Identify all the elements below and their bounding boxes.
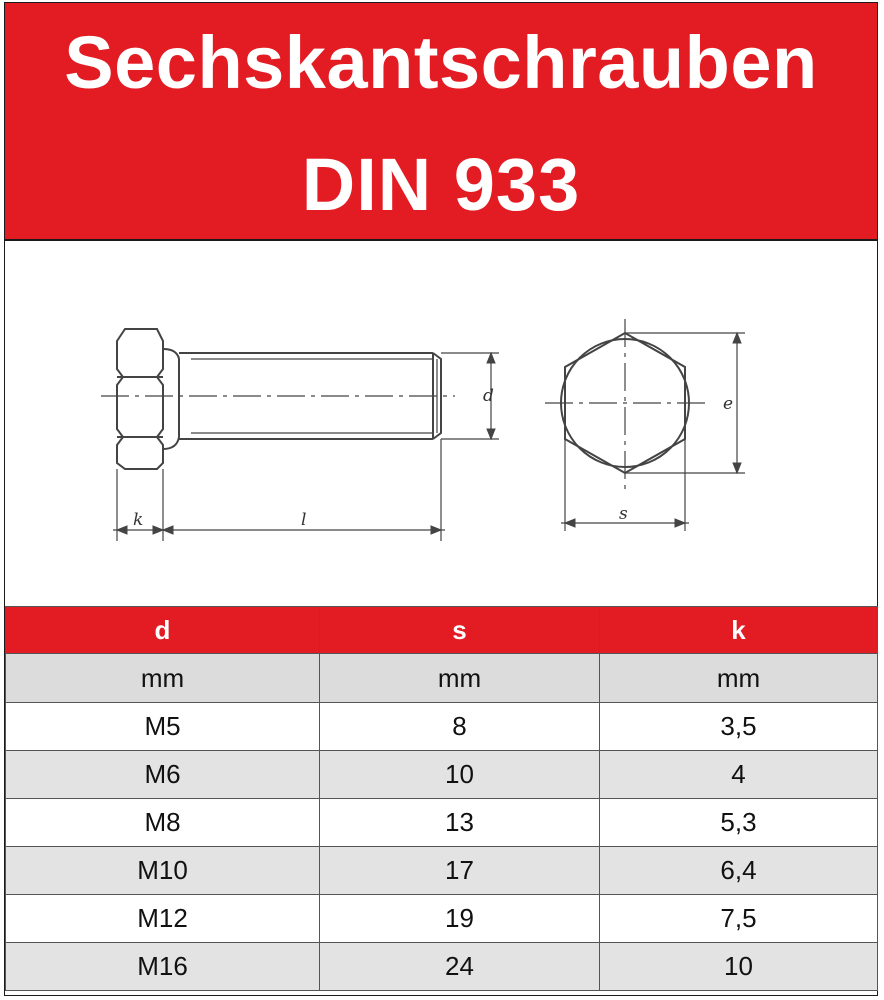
technical-drawing [5, 241, 877, 603]
unit-d: mm [6, 654, 320, 703]
cell-k: 10 [600, 943, 878, 991]
table-row [6, 943, 878, 991]
cell-d: M12 [6, 895, 320, 943]
cell-s: 8 [320, 703, 600, 751]
table-row [6, 751, 878, 799]
label-e: e [723, 394, 734, 414]
cell-s: 24 [320, 943, 600, 991]
cell-d: M8 [6, 799, 320, 847]
cell-d: M16 [6, 943, 320, 991]
bolt-shank [163, 349, 441, 449]
cell-d: M5 [6, 703, 320, 751]
cell-k: 7,5 [600, 895, 878, 943]
cell-k: 3,5 [600, 703, 878, 751]
label-s: s [619, 504, 628, 524]
cell-k: 5,3 [600, 799, 878, 847]
dimension-table [5, 606, 878, 991]
cell-s: 19 [320, 895, 600, 943]
header-d: d [6, 607, 320, 654]
table-units-row [6, 654, 878, 703]
table-row [6, 799, 878, 847]
unit-k: mm [600, 654, 878, 703]
table-row [6, 895, 878, 943]
cell-k: 4 [600, 751, 878, 799]
unit-s: mm [320, 654, 600, 703]
bolt-drawing-svg [5, 241, 877, 603]
cell-d: M10 [6, 847, 320, 895]
header-k: k [600, 607, 878, 654]
cell-s: 17 [320, 847, 600, 895]
label-k: k [133, 510, 144, 530]
title-line-1: Sechskantschrauben [64, 21, 818, 104]
cell-k: 6,4 [600, 847, 878, 895]
title-banner [5, 3, 877, 239]
table-row [6, 703, 878, 751]
label-d: d [483, 386, 494, 406]
header-s: s [320, 607, 600, 654]
cell-s: 10 [320, 751, 600, 799]
cell-d: M6 [6, 751, 320, 799]
table-row [6, 847, 878, 895]
title-line-2: DIN 933 [301, 143, 581, 226]
label-l: l [301, 510, 307, 530]
table-header-row [6, 607, 878, 654]
bolt-head-side [117, 329, 163, 469]
cell-s: 13 [320, 799, 600, 847]
